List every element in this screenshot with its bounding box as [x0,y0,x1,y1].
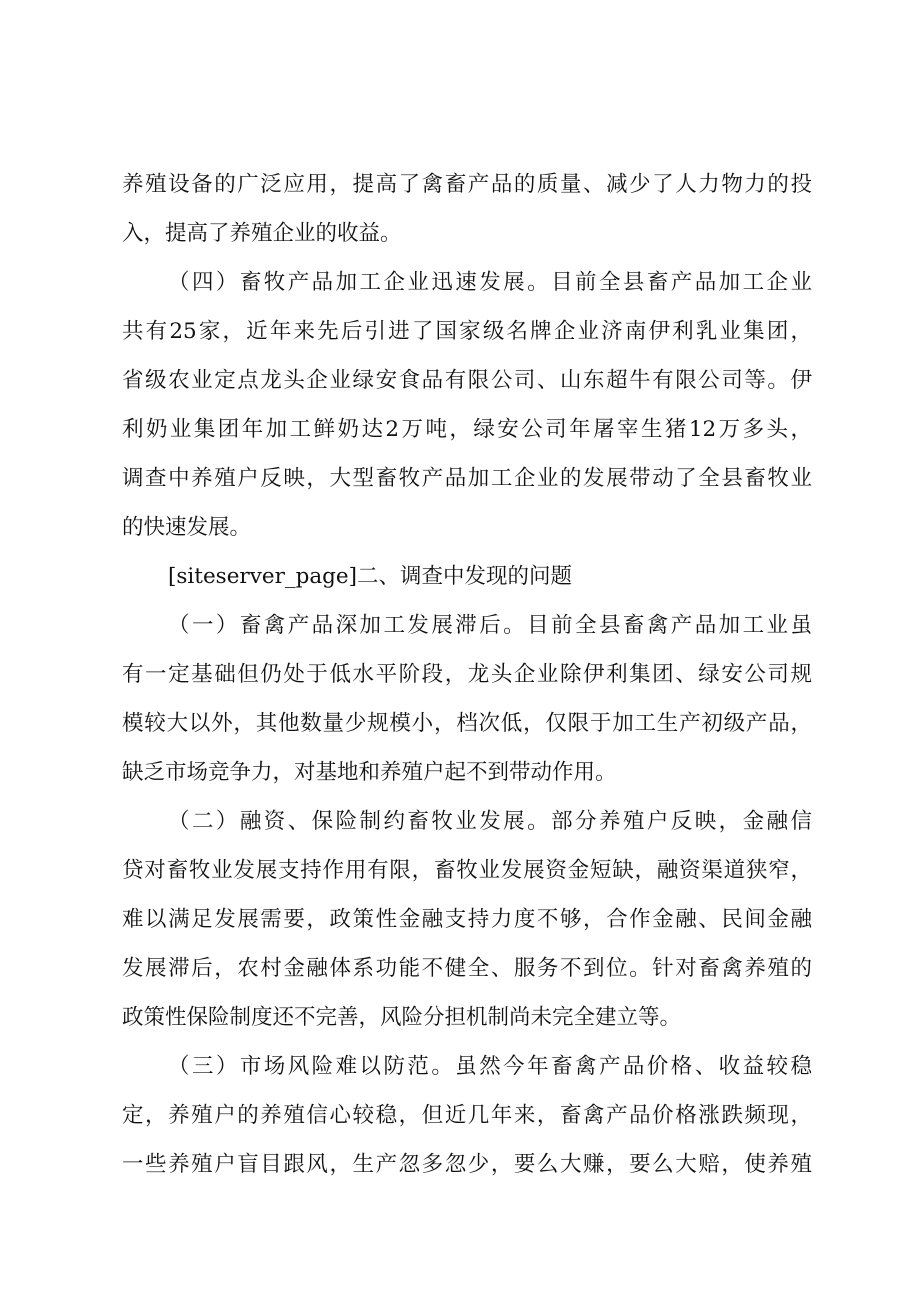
text-line: 难以满足发展需要，政策性金融支持力度不够，合作金融、民间金融 [122,907,812,932]
text-line: 缺乏市场竞争力，对基地和养殖户起不到带动作用。 [122,760,617,785]
text-line: 利奶业集团年加工鲜奶达2万吨，绿安公司年屠宰生猪12万多头， [122,417,812,442]
text-line: 的快速发展。 [122,515,252,540]
paragraph-start-line: （二）融资、保险制约畜牧业发展。部分养殖户反映，金融信 [168,809,812,834]
text-line: 有一定基础但仍处于低水平阶段，龙头企业除伊利集团、绿安公司规 [122,662,812,687]
text-line: 定，养殖户的养殖信心较稳，但近几年来，畜禽产品价格涨跌频现， [122,1103,812,1128]
text-line: 省级农业定点龙头企业绿安食品有限公司、山东超牛有限公司等。伊 [122,368,812,393]
text-line: 发展滞后，农村金融体系功能不健全、服务不到位。针对畜禽养殖的 [122,956,812,981]
text-line: 入，提高了养殖企业的收益。 [122,221,402,246]
text-line: 一些养殖户盲目跟风，生产忽多忽少，要么大赚，要么大赔，使养殖 [122,1152,812,1177]
text-line: 贷对畜牧业发展支持作用有限，畜牧业发展资金短缺，融资渠道狭窄， [122,858,812,883]
paragraph-start-line: （三）市场风险难以防范。虽然今年畜禽产品价格、收益较稳 [168,1054,812,1079]
paragraph-start-line: （四）畜牧产品加工企业迅速发展。目前全县畜产品加工企业 [168,270,812,295]
text-line: 调查中养殖户反映，大型畜牧产品加工企业的发展带动了全县畜牧业 [122,466,812,491]
section-heading: [siteserver_page]二、调查中发现的问题 [168,564,573,589]
text-line: 模较大以外，其他数量少规模小，档次低，仅限于加工生产初级产品， [122,711,812,736]
text-line: 共有25家，近年来先后引进了国家级名牌企业济南伊利乳业集团， [122,319,812,344]
paragraph-start-line: （一）畜禽产品深加工发展滞后。目前全县畜禽产品加工业虽 [168,613,812,638]
text-line: 养殖设备的广泛应用，提高了禽畜产品的质量、减少了人力物力的投 [122,172,812,197]
text-line: 政策性保险制度还不完善，风险分担机制尚未完全建立等。 [122,1005,682,1030]
